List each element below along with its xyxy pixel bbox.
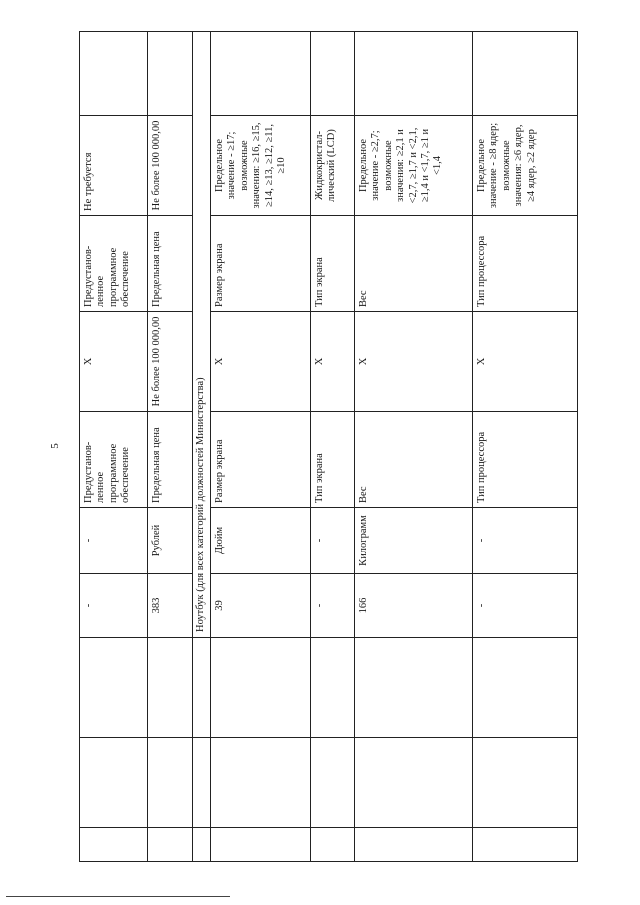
unit-cell: -: [473, 508, 578, 574]
value-cell: Не более 100 000,00: [148, 312, 193, 412]
unit-cell: Рублей: [148, 508, 193, 574]
table-row: [311, 32, 355, 862]
param-cell: Вес: [355, 412, 473, 508]
param-cell: Предельная цена: [148, 412, 193, 508]
param2-cell: Предустанов-ленное программное обеспечение: [80, 216, 148, 312]
param2-cell: Предельная цена: [148, 216, 193, 312]
unit-cell: Дюйм: [211, 508, 311, 574]
value-cell: X: [80, 312, 148, 412]
param-cell: Тип экрана: [311, 412, 355, 508]
empty-cell: [80, 638, 148, 738]
param-cell: Тип процессора: [473, 412, 578, 508]
value2-cell: Предельное значение - ≥17; возможные значения: ≥16, ≥15, ≥14, ≥13, ≥12, ≥11, ≥10: [211, 116, 311, 216]
param-cell: Предустанов-ленное программное обеспечение: [80, 412, 148, 508]
table-row: [473, 32, 578, 862]
value-cell: X: [355, 312, 473, 412]
section-row: [193, 32, 211, 862]
table-row: [211, 32, 311, 862]
section-title: Ноутбук (для всех категорий должностей Министерства): [193, 32, 211, 638]
param2-cell: Тип процессора: [473, 216, 578, 312]
empty-cell: [80, 828, 148, 862]
empty-cell: [80, 32, 148, 116]
value2-cell: Не требуется: [80, 116, 148, 216]
unit-cell: -: [311, 508, 355, 574]
value-cell: X: [473, 312, 578, 412]
table-row: [148, 32, 193, 862]
footnote-divider: [6, 896, 230, 897]
param-cell: Размер экрана: [211, 412, 311, 508]
value-cell: X: [311, 312, 355, 412]
spec-table-wrapper: [79, 32, 577, 862]
table-row: [355, 32, 473, 862]
code-cell: 166: [355, 574, 473, 638]
value2-cell: Предельное значение - ≥8 ядер; возможные значения: ≥6 ядер, ≥4 ядер, ≥2 ядер: [473, 116, 578, 216]
empty-cell: [80, 738, 148, 828]
code-cell: -: [311, 574, 355, 638]
param2-cell: Тип экрана: [311, 216, 355, 312]
value2-cell: Жидкокристал-лический (LCD): [311, 116, 355, 216]
code-cell: -: [80, 574, 148, 638]
unit-cell: Килограмм: [355, 508, 473, 574]
value2-cell: Не более 100 000,00: [148, 116, 193, 216]
unit-cell: -: [80, 508, 148, 574]
param2-cell: Вес: [355, 216, 473, 312]
value2-cell: Предельное значение - ≥2,7; возможные значения: ≥2,1 и <2,7, ≥1,7 и <2,1, ≥1,4 и <1,7, ≥1 и <1,4: [355, 116, 473, 216]
table-row: [80, 32, 148, 862]
spec-table: [79, 31, 578, 862]
code-cell: 39: [211, 574, 311, 638]
page-number: 5: [48, 443, 61, 449]
value-cell: X: [211, 312, 311, 412]
code-cell: 383: [148, 574, 193, 638]
code-cell: -: [473, 574, 578, 638]
param2-cell: Размер экрана: [211, 216, 311, 312]
